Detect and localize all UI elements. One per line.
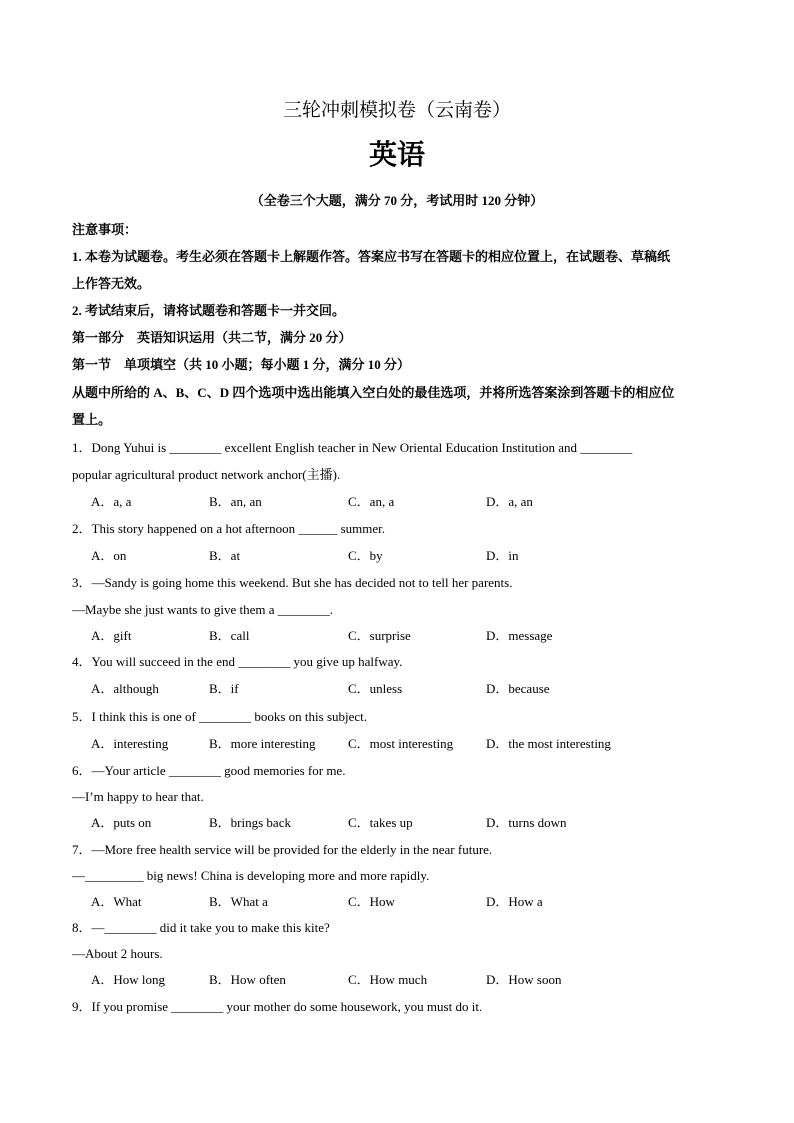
instruction-line-1: 从题中所给的 A、B、C、D 四个选项中选出能填入空白处的最佳选项，并将所选答案涂到答题卡的相应位 <box>72 385 675 400</box>
question-2-line: 2．This story happened on a hot afternoon ______ summer. <box>72 521 386 536</box>
note-1-line-1: 1. 本卷为试题卷。考生必须在答题卡上解题作答。答案应书写在答题卡的相应位置上，在试题卷、草稿纸 <box>72 249 671 264</box>
question-6-option-a[interactable]: A．puts on <box>91 815 152 830</box>
note-2: 2. 考试结束后，请将试题卷和答题卡一并交回。 <box>72 303 346 318</box>
question-5-option-d[interactable]: D．the most interesting <box>486 736 611 751</box>
question-1-option-a[interactable]: A．a, a <box>91 494 132 509</box>
question-1-line: popular agricultural product network anchor(主播). <box>72 467 341 482</box>
question-8-line: —About 2 hours. <box>72 946 163 961</box>
question-3-option-c[interactable]: C．surprise <box>348 628 411 643</box>
note-1-line-2: 上作答无效。 <box>72 276 151 291</box>
question-5-option-a[interactable]: A．interesting <box>91 736 169 751</box>
question-5-line: 5．I think this is one of ________ books on this subject. <box>72 709 368 724</box>
question-1-option-d[interactable]: D．a, an <box>486 494 533 509</box>
question-6-line: —I’m happy to hear that. <box>72 789 204 804</box>
question-6-option-c[interactable]: C．takes up <box>348 815 413 830</box>
question-4-option-b[interactable]: B．if <box>209 681 239 696</box>
question-1-option-c[interactable]: C．an, a <box>348 494 395 509</box>
question-7-option-b[interactable]: B．What a <box>209 894 268 909</box>
question-8-option-d[interactable]: D．How soon <box>486 972 562 987</box>
question-8-line: 8．—________ did it take you to make this kite? <box>72 920 330 935</box>
question-2-option-b[interactable]: B．at <box>209 548 241 563</box>
question-7-option-c[interactable]: C．How <box>348 894 395 909</box>
question-3-line: 3．—Sandy is going home this weekend. But she has decided not to tell her parents. <box>72 575 513 590</box>
question-6-line: 6．—Your article ________ good memories for me. <box>72 763 346 778</box>
subject-title: 英语 <box>368 140 425 171</box>
question-2-option-d[interactable]: D．in <box>486 548 519 563</box>
question-3-option-b[interactable]: B．call <box>209 628 250 643</box>
question-2-option-a[interactable]: A．on <box>91 548 127 563</box>
instruction-line-2: 置上。 <box>72 412 112 427</box>
question-4-line: 4．You will succeed in the end ________ you give up halfway. <box>72 654 403 669</box>
question-8-option-c[interactable]: C．How much <box>348 972 428 987</box>
question-7-line: —_________ big news! China is developing more and more rapidly. <box>72 868 430 883</box>
question-7-line: 7．—More free health service will be provided for the elderly in the near future. <box>72 842 493 857</box>
notes-heading: 注意事项： <box>72 222 138 237</box>
question-8-option-a[interactable]: A．How long <box>91 972 166 987</box>
question-4-option-d[interactable]: D．because <box>486 681 550 696</box>
question-6-option-b[interactable]: B．brings back <box>209 815 291 830</box>
question-4-option-a[interactable]: A．although <box>91 681 159 696</box>
question-3-option-d[interactable]: D．message <box>486 628 553 643</box>
question-1-option-b[interactable]: B．an, an <box>209 494 262 509</box>
question-7-option-d[interactable]: D．How a <box>486 894 543 909</box>
part-1-heading: 第一部分 英语知识运用（共二节，满分 20 分） <box>72 330 352 345</box>
question-4-option-c[interactable]: C．unless <box>348 681 403 696</box>
question-3-line: —Maybe she just wants to give them a ________. <box>72 602 334 617</box>
question-5-option-b[interactable]: B．more interesting <box>209 736 316 751</box>
question-6-option-d[interactable]: D．turns down <box>486 815 567 830</box>
question-5-option-c[interactable]: C．most interesting <box>348 736 454 751</box>
exam-title: 三轮冲刺模拟卷（云南卷） <box>282 100 511 121</box>
question-1-line: 1．Dong Yuhui is ________ excellent English teacher in New Oriental Education Institution and ________ <box>72 440 633 455</box>
section-1-heading: 第一节 单项填空（共 10 小题；每小题 1 分，满分 10 分） <box>72 357 411 372</box>
question-7-option-a[interactable]: A．What <box>91 894 142 909</box>
question-9-line: 9．If you promise ________ your mother do some housework, you must do it. <box>72 999 483 1014</box>
question-2-option-c[interactable]: C．by <box>348 548 383 563</box>
question-8-option-b[interactable]: B．How often <box>209 972 286 987</box>
exam-info: （全卷三个大题，满分 70 分，考试用时 120 分钟） <box>250 193 544 208</box>
question-3-option-a[interactable]: A．gift <box>91 628 132 643</box>
